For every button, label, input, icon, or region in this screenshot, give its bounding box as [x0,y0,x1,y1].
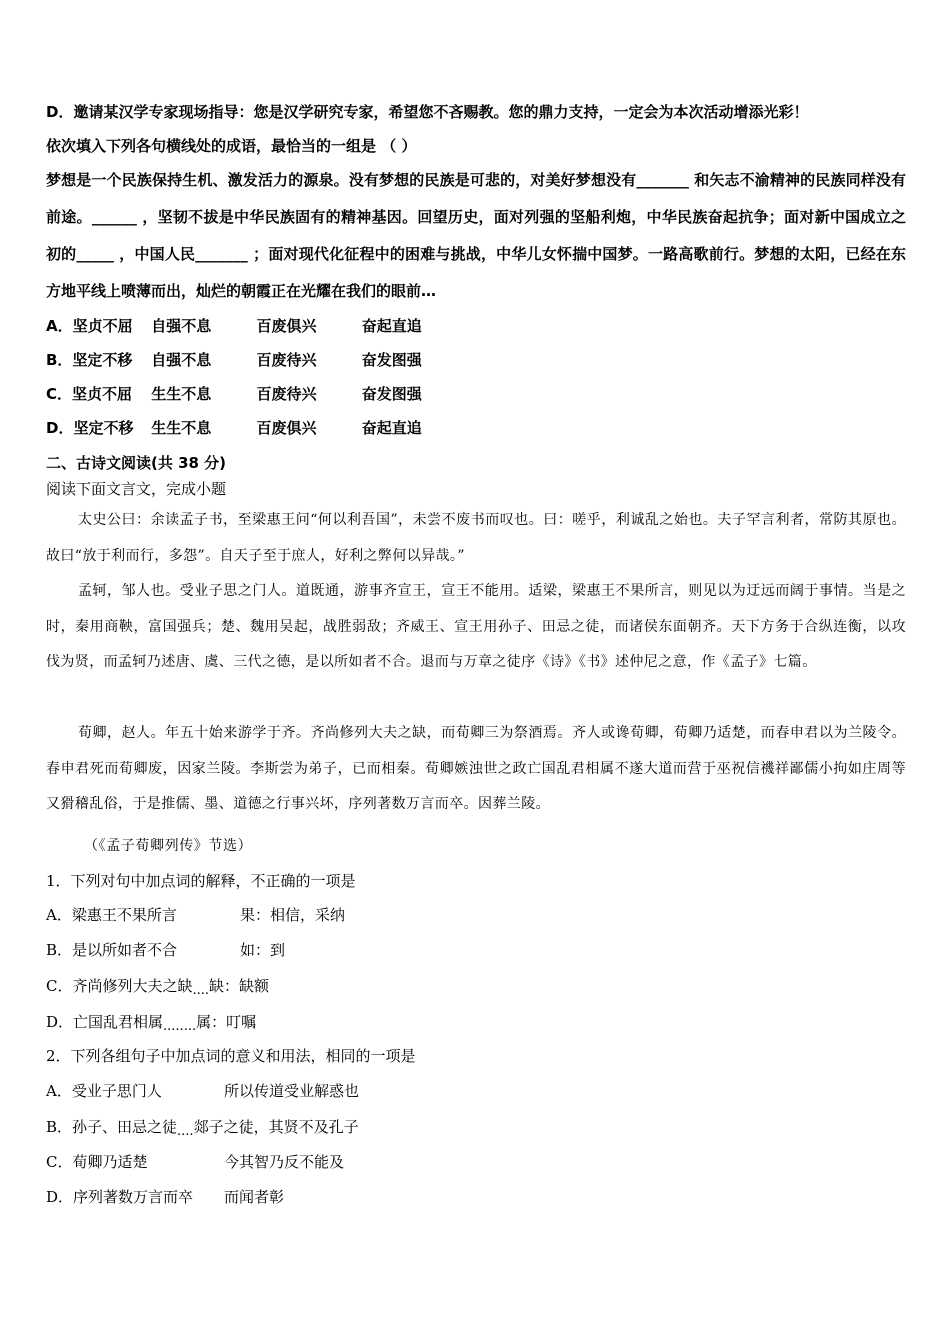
option-word-4: 奋起直追 [361,419,422,437]
emphasis-dots: .... [192,983,210,998]
q2-stem: 2．下列各组句子中加点词的意义和用法，相同的一项是 [46,1047,416,1065]
emphasis-dots: ........ [163,1019,197,1034]
idiom-option-c [46,383,422,404]
option-sentence: D．亡国乱君相属 [46,1013,164,1031]
option-word-4: 奋起直追 [361,317,422,335]
option-explanation: 如：到 [240,941,286,959]
option-word-3: 百废待兴 [256,351,317,369]
q1-option-a [46,904,345,925]
option-sentence: D．序列著数万言而卒 [46,1188,194,1206]
q1-stem: 1．下列对句中加点词的解释，不正确的一项是 [46,872,356,890]
option-word-3: 百废俱兴 [256,419,317,437]
option-word-3: 百废待兴 [256,385,317,403]
section-heading: 二、古诗文阅读(共 38 分) [46,454,227,472]
q1-option-b [46,939,285,960]
q2-option-c [46,1151,344,1172]
option-sentence: C．齐尚修列大夫之缺 [46,977,193,995]
idiom-option-b [46,349,422,370]
idiom-question: 依次填入下列各句横线处的成语，最恰当的一组是 （ ） [46,137,417,155]
option-word-4: 奋发图强 [361,385,422,403]
option-d-line: D．邀请某汉学专家现场指导：您是汉学研究专家，希望您不吝赐教。您的鼎力支持，一定会为本次活动增添光彩！ [46,103,809,121]
emphasis-dots: .... [177,1124,194,1139]
option-label: B．坚定不移 [46,351,133,369]
passage-paragraph-2: 孟轲，邹人也。受业子思之门人。道既通，游事齐宣王，宣王不能用。适梁，梁惠王不果所言，则见以为迂远而阔于事情。当是之时，秦用商鞅，富国强兵；楚、魏用吴起，战胜弱敌；齐威王、宣王用孙子、田忌之徒，而诸侯东面朝齐。天下方务于合纵连衡，以攻伐为贤，而孟轲乃述唐、虞、三代之德，是以所如者不合。退而与万章之徒序《诗》《书》述仲尼之意，作《孟子》七篇。 [46,583,906,670]
option-label: C．坚贞不屈 [46,385,133,403]
option-word-4: 奋发图强 [361,351,422,369]
option-explanation: 属：叮嘱 [196,1013,257,1031]
reading-instruction: 阅读下面文言文，完成小题 [46,480,227,498]
option-word-2: 自强不息 [151,351,212,369]
q2-option-d [46,1186,284,1207]
option-compare: 而闻者彰 [224,1188,285,1206]
idiom-passage: 梦想是一个民族保持生机、激发活力的源泉。没有梦想的民族是可悲的，对美好梦想没有_______ 和矢志不渝精神的民族同样没有前途。______ ，坚韧不拔是中华民族固有的精神基因。回望历史，面对列强的坚船利炮，中华民族奋起抗争；面对新中国成立之初的_____ ，中国人民_______ ；面对现代化征程中的困难与挑战，中华儿女怀揣中国梦。一路高歌前行。梦想的太阳，已经在东方地平线上喷薄而出，灿烂的朝霞正在光耀在我们的眼前… [46,171,906,300]
option-explanation: 缺：缺额 [209,977,270,995]
idiom-option-d [46,417,422,438]
option-sentence: B．是以所如者不合 [46,941,178,959]
passage-source: （《孟子荀卿列传》节选） [84,838,253,854]
idiom-option-a [46,315,422,336]
option-word-2: 自强不息 [151,317,212,335]
q2-option-b [46,1116,359,1139]
option-label: D．坚定不移 [46,419,134,437]
option-compare: 所以传道受业解惑也 [224,1082,360,1100]
option-word-3: 百废俱兴 [256,317,317,335]
option-compare: 郯子之徒，其贤不及孔子 [193,1118,359,1136]
option-label: A．坚贞不屈 [46,317,133,335]
option-compare: 今其智乃反不能及 [224,1153,345,1171]
q1-option-c [46,975,269,998]
option-sentence: A．梁惠王不果所言 [46,906,177,924]
option-word-2: 生生不息 [151,419,212,437]
passage-paragraph-3: 荀卿，赵人。年五十始来游学于齐。齐尚修列大夫之缺，而荀卿三为祭酒焉。齐人或谗荀卿，荀卿乃适楚，而春申君以为兰陵令。春申君死而荀卿废，因家兰陵。李斯尝为弟子，已而相秦。荀卿嫉浊世之政亡国乱君相属不遂大道而营于巫祝信禨祥鄙儒小拘如庄周等又猾稽乱俗，于是推儒、墨、道德之行事兴坏，序列著数万言而卒。因葬兰陵。 [46,725,906,812]
option-sentence: A．受业子思门人 [46,1082,162,1100]
q1-option-d [46,1011,256,1034]
passage-paragraph-1: 太史公曰：余读孟子书，至梁惠王问“何以利吾国”，未尝不废书而叹也。曰：嗟乎，利诚乱之始也。夫子罕言利者，常防其原也。故曰“放于利而行，多怨”。自天子至于庶人，好利之弊何以异哉。” [46,512,906,564]
option-sentence: C．荀卿乃适楚 [46,1153,148,1171]
q2-option-a [46,1080,359,1101]
option-word-2: 生生不息 [151,385,212,403]
option-sentence: B．孙子、田忌之徒 [46,1118,178,1136]
option-explanation: 果：相信，采纳 [240,906,346,924]
